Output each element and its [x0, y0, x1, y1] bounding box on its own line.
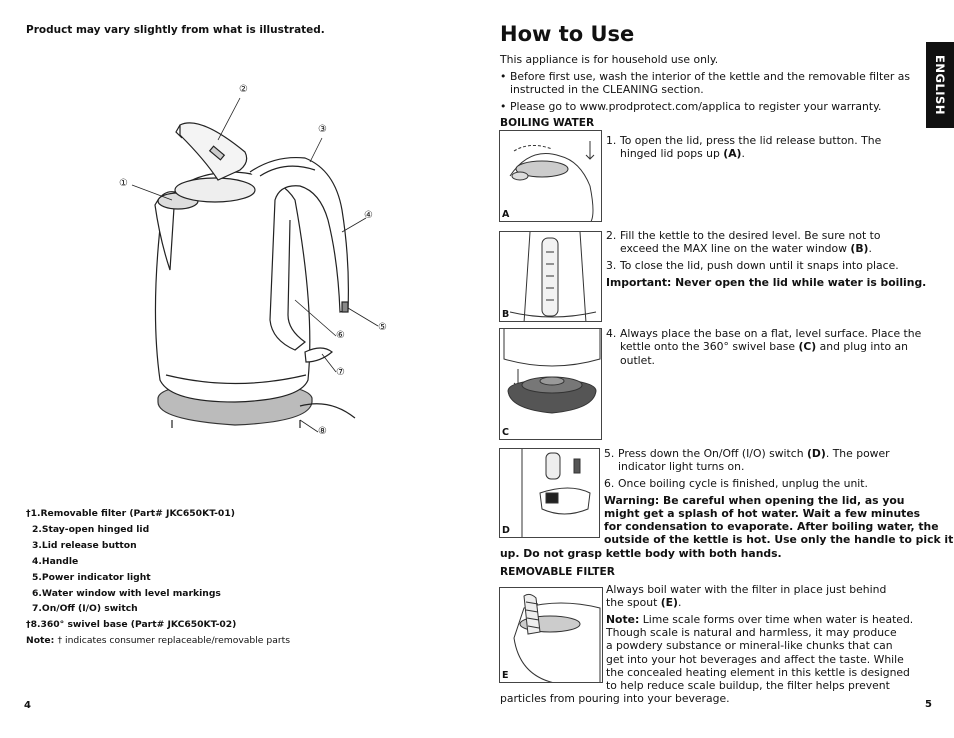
- parts-item: 7.On/Off (I/O) switch: [32, 603, 138, 615]
- filter-note-label: Note:: [606, 613, 640, 626]
- step-6: [604, 477, 904, 490]
- figure-label: E: [502, 670, 509, 681]
- step-number: 6.: [604, 477, 615, 490]
- figure-label: C: [502, 427, 509, 438]
- language-tab: [926, 42, 954, 128]
- step-text-end: . The power indicator light turns on.: [618, 447, 890, 474]
- important-note: Important: Never open the lid while water is boiling.: [606, 276, 927, 289]
- section-heading-boiling: BOILING WATER: [500, 117, 595, 129]
- step-1: [606, 134, 896, 161]
- filter-text-end: .: [678, 596, 682, 609]
- filter-note-line: [606, 613, 913, 626]
- step-number: 5.: [604, 447, 615, 460]
- step-text: Always place the base on a flat, level surface. Place the kettle onto the 360° swivel base: [620, 327, 922, 354]
- bullet-mark: •: [500, 70, 507, 83]
- warning-line: up. Do not grasp kettle body with both hands.: [500, 547, 782, 560]
- step-text: Press down the On/Off (I/O) switch: [618, 447, 807, 460]
- step-number: 3.: [606, 259, 617, 272]
- parts-item: 3.Lid release button: [32, 539, 137, 551]
- step-5: [604, 447, 904, 474]
- language-tab-label: ENGLISH: [933, 55, 947, 115]
- filter-note-line: a powdery substance or mineral-like chunks that can: [606, 639, 893, 652]
- figure-ref: (B): [850, 242, 869, 256]
- callout-6: ⑥: [336, 330, 345, 341]
- filter-note-text: Lime scale forms over time when water is heated.: [639, 613, 914, 626]
- parts-list: [26, 506, 290, 649]
- callout-4: ④: [364, 210, 373, 221]
- filter-note-line: Though scale is natural and harmless, it may produce: [606, 626, 897, 639]
- step-number: 1.: [606, 134, 617, 147]
- callout-8: ⑧: [318, 426, 327, 437]
- callout-2: ②: [239, 84, 248, 95]
- parts-item: 6.Water window with level markings: [32, 587, 221, 599]
- step-number: 4.: [606, 327, 617, 340]
- bullet-item: [500, 100, 910, 113]
- figure-label: A: [502, 209, 510, 220]
- kettle-illustration: [110, 80, 400, 450]
- step-text-end: and plug into an outlet.: [620, 340, 908, 367]
- callout-1: ①: [119, 178, 128, 189]
- filter-note-line: to help reduce scale buildup, the filter helps prevent: [606, 679, 890, 692]
- filter-note-line: the concealed heating element in this kettle is designed: [606, 666, 910, 679]
- step-text: Once boiling cycle is finished, unplug the unit.: [618, 477, 868, 490]
- filter-line: [606, 596, 681, 609]
- parts-note-text: † indicates consumer replaceable/removable parts: [57, 635, 290, 647]
- bullet-text: Before first use, wash the interior of the kettle and the removable filter as instructed in the CLEANING section.: [510, 70, 910, 97]
- page-number-left: 4: [24, 700, 31, 711]
- step-text-end: .: [741, 147, 745, 161]
- figure-ref: (A): [723, 147, 742, 161]
- figure-ref: (E): [660, 596, 678, 609]
- figure-b: [499, 231, 602, 322]
- intro-text: This appliance is for household use only.: [500, 53, 719, 66]
- parts-item: 2.Stay-open hinged lid: [32, 523, 150, 535]
- figure-label: D: [502, 525, 510, 536]
- bullet-text: Please go to www.prodprotect.com/applica to register your warranty.: [510, 100, 882, 113]
- parts-item: †8.360° swivel base (Part# JKC650KT-02): [26, 619, 237, 631]
- parts-note: [26, 633, 290, 649]
- step-text: To close the lid, push down until it snaps into place.: [620, 259, 899, 272]
- page-number-right: 5: [925, 699, 932, 710]
- callout-3: ③: [318, 124, 327, 135]
- parts-item: †1.Removable filter (Part# JKC650KT-01): [26, 508, 235, 519]
- figure-label: B: [502, 309, 510, 320]
- step-2: [606, 229, 896, 256]
- warning-line: Warning: Be careful when opening the lid, as you: [604, 494, 905, 507]
- step-text-end: .: [868, 242, 872, 256]
- figure-a: [499, 130, 602, 222]
- figure-e: [499, 587, 603, 683]
- parts-item: 4.Handle: [32, 555, 79, 567]
- callout-5: ⑤: [378, 322, 387, 333]
- parts-item: 5.Power indicator light: [32, 571, 151, 583]
- figure-c: [499, 328, 602, 440]
- step-text: Fill the kettle to the desired level. Be sure not to exceed the MAX line on the water window: [620, 229, 881, 256]
- parts-note-label: Note:: [26, 635, 55, 647]
- bullet-mark: •: [500, 100, 507, 113]
- callout-7: ⑦: [336, 367, 345, 378]
- illustration-note: Product may vary slightly from what is illustrated.: [26, 24, 325, 36]
- figure-d: [499, 448, 600, 538]
- figure-ref: (C): [798, 340, 817, 354]
- warning-line: might get a splash of hot water. Wait a few minutes: [604, 507, 921, 520]
- bullet-item: [500, 70, 910, 97]
- page-title: How to Use: [500, 22, 635, 46]
- step-4: [606, 327, 922, 367]
- warning-line: for condensation to evaporate. After boiling water, the: [604, 520, 939, 533]
- step-text: To open the lid, press the lid release button. The hinged lid pops up: [620, 134, 882, 161]
- filter-text: the spout: [606, 596, 661, 609]
- warning-line: outside of the kettle is hot. Use only the handle to pick it: [604, 533, 954, 546]
- step-3: [606, 259, 906, 272]
- filter-note-line: get into your hot beverages and affect the taste. While: [606, 653, 904, 666]
- figure-ref: (D): [807, 447, 826, 460]
- filter-line: Always boil water with the filter in place just behind: [606, 583, 887, 596]
- step-number: 2.: [606, 229, 617, 242]
- section-heading-filter: REMOVABLE FILTER: [500, 566, 615, 578]
- filter-note-line: particles from pouring into your beverage.: [500, 692, 730, 705]
